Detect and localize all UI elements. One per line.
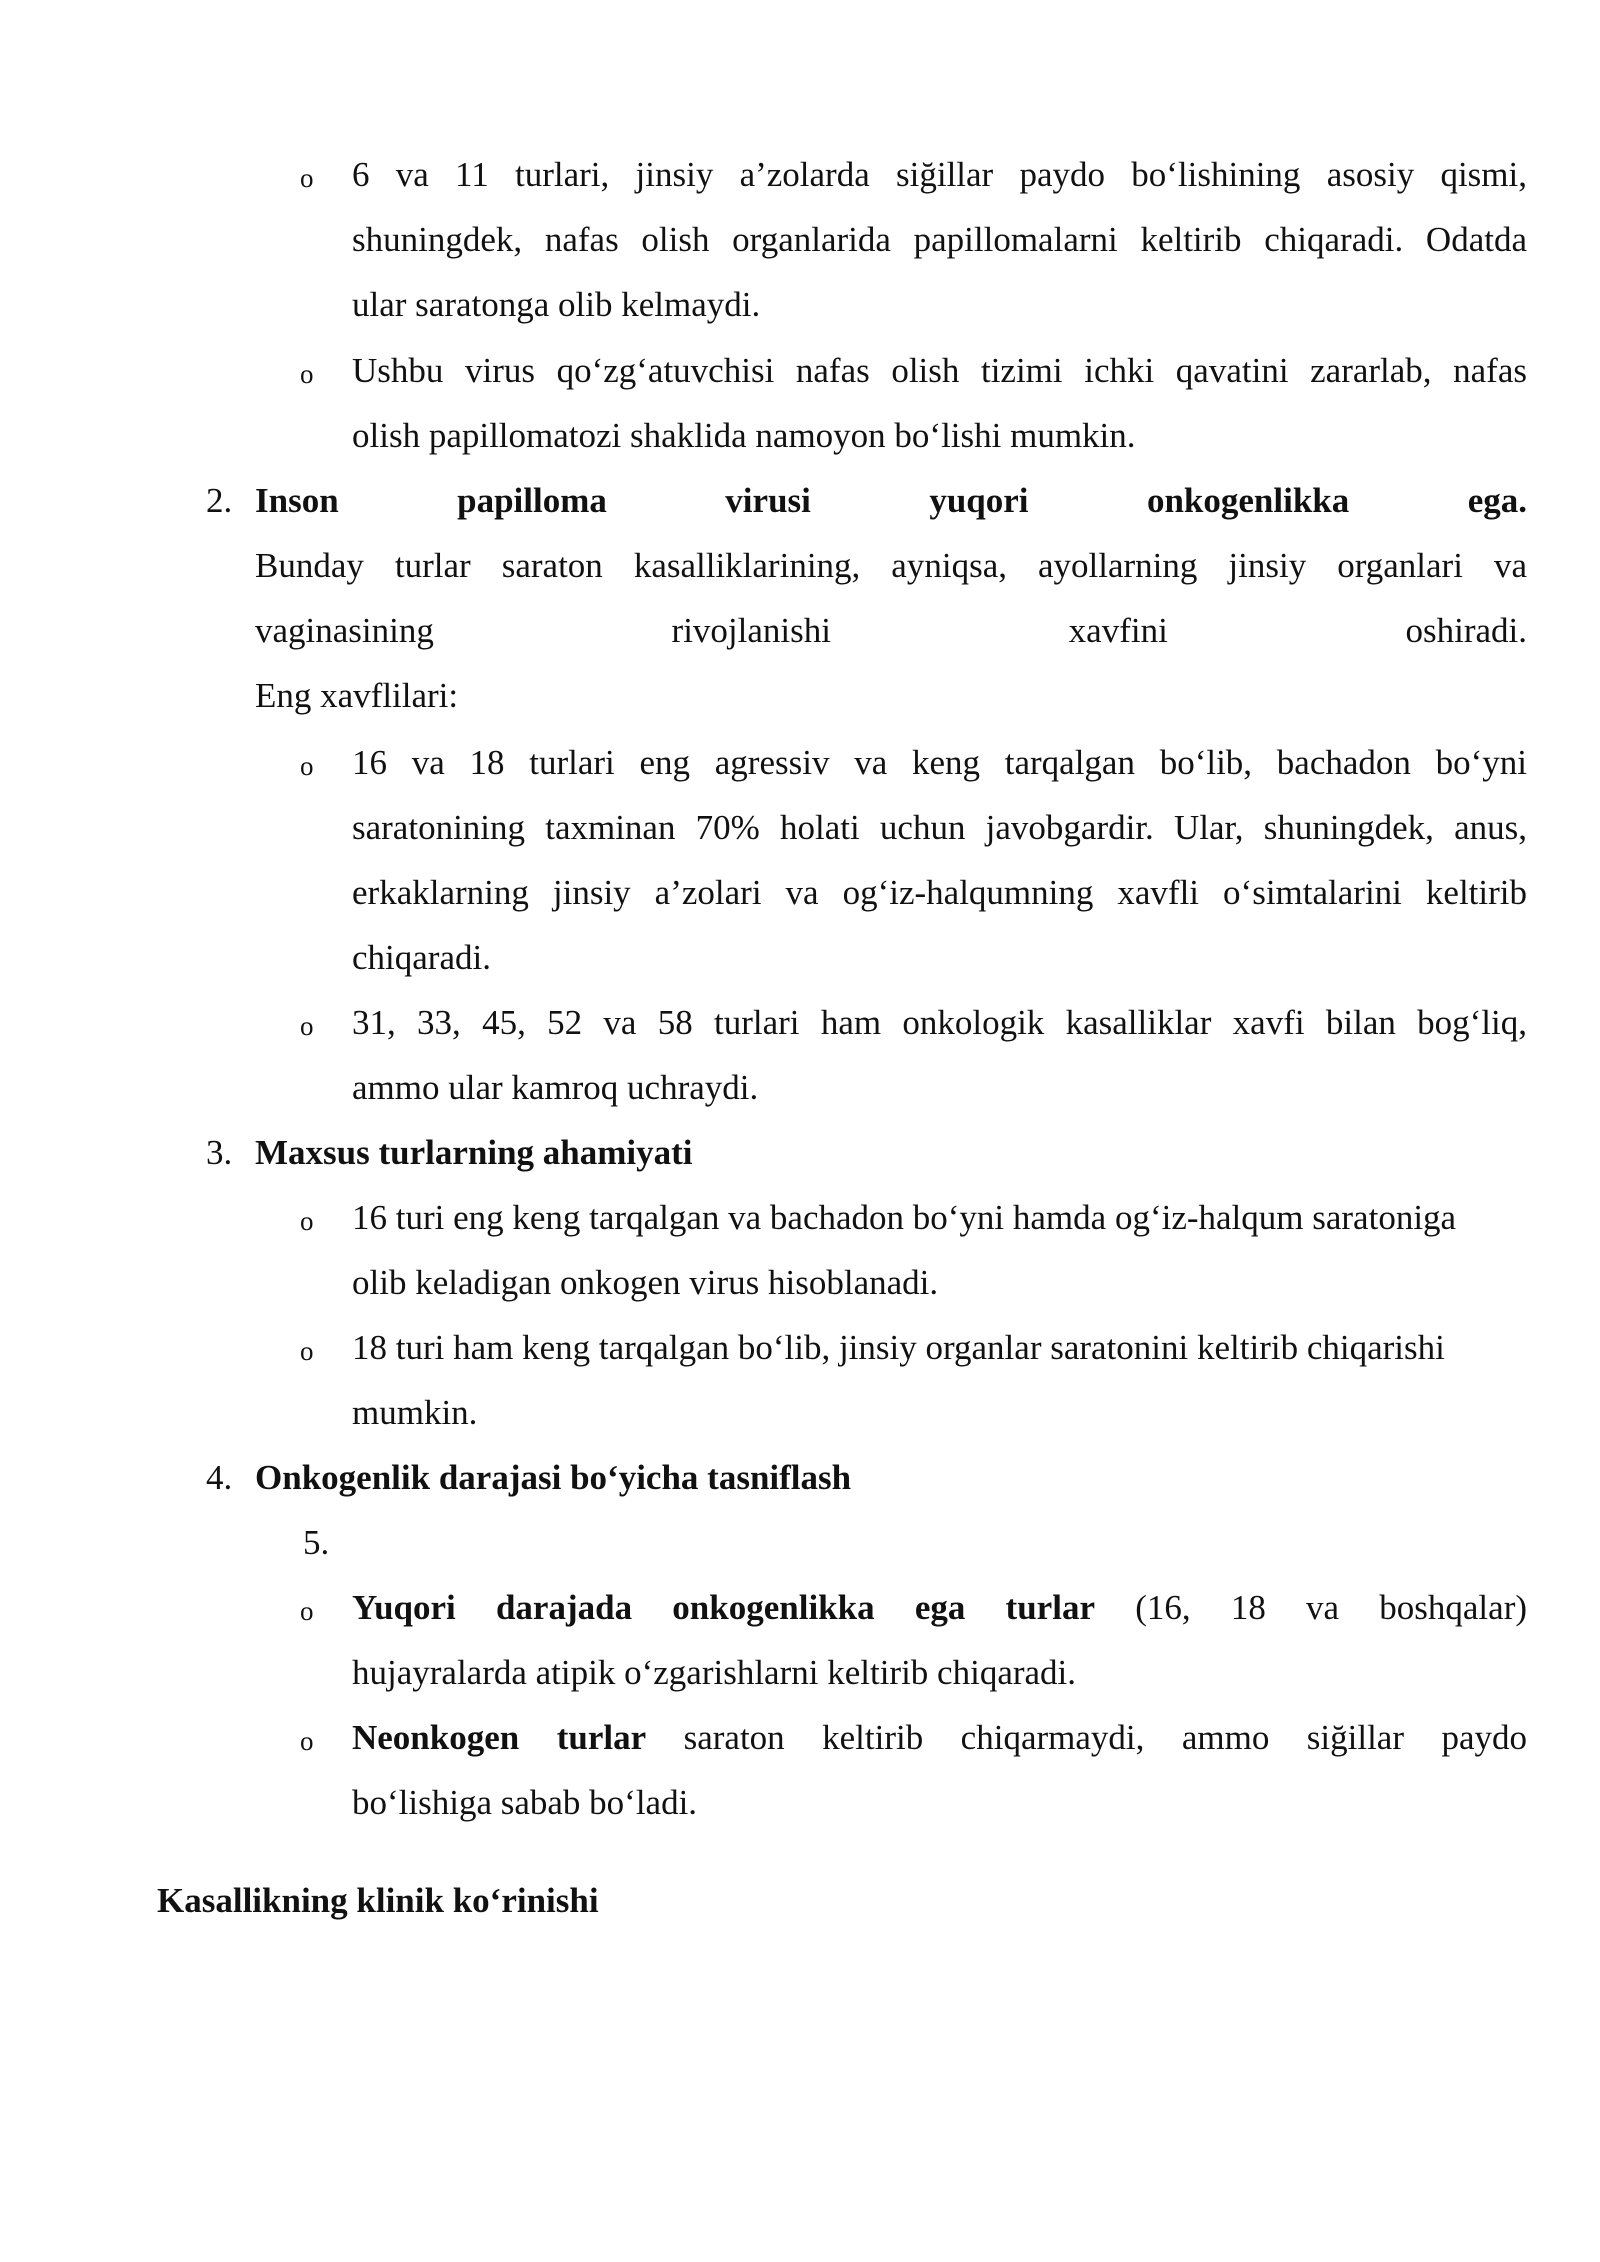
bullet-text-line: 18 turi ham keng tarqalgan bo‘lib, jinsiy organlar saratonini keltirib chiqarishi: [352, 1328, 1445, 1367]
bullet-text-line: olish papillomatozi shaklida namoyon bo‘lishi mumkin.: [352, 416, 1136, 455]
bullet-text-line: saratonining taxminan 70% holati uchun javobgardir. Ular, shuningdek, anus,: [352, 808, 1527, 847]
bullet-marker: o: [300, 359, 314, 389]
bullet-text-line: Neonkogen turlar saraton keltirib chiqarmaydi, ammo siğillar paydo: [352, 1718, 1527, 1757]
bullet-text-line: chiqaradi.: [352, 938, 491, 977]
bullet-text-line: 6 va 11 turlari, jinsiy a’zolarda siğillar paydo bo‘lishining asosiy qismi,: [352, 155, 1527, 194]
bullet-marker: o: [300, 163, 314, 193]
list-number: 3.: [206, 1133, 233, 1172]
bullet-marker: o: [300, 1726, 314, 1756]
list-item-title: Maxsus turlarning ahamiyati: [255, 1133, 693, 1172]
list-item-text-line: Bunday turlar saraton kasalliklarining, ayniqsa, ayollarning jinsiy organlari va: [255, 546, 1527, 585]
list-item-text-line: Eng xavflilari:: [255, 676, 459, 715]
bullet-marker: o: [300, 1596, 314, 1626]
bullet-marker: o: [300, 1011, 314, 1041]
bullet-text-line: bo‘lishiga sabab bo‘ladi.: [352, 1783, 698, 1822]
bullet-text-line: ular saratonga olib kelmaydi.: [352, 285, 761, 324]
bullet-text-line: olib keladigan onkogen virus hisoblanadi.: [352, 1263, 939, 1302]
bullet-marker: o: [300, 751, 314, 781]
list-number: 5.: [303, 1523, 330, 1562]
list-item-title: Inson papilloma virusi yuqori onkogenlikka ega.: [255, 481, 1527, 520]
bullet-marker: o: [300, 1206, 314, 1236]
bullet-text-line: 16 va 18 turlari eng agressiv va keng tarqalgan bo‘lib, bachadon bo‘yni: [352, 743, 1527, 782]
bullet-text-line: ammo ular kamroq uchraydi.: [352, 1068, 759, 1107]
bullet-text-line: hujayralarda atipik o‘zgarishlarni keltirib chiqaradi.: [352, 1653, 1077, 1692]
list-item-title: Onkogenlik darajasi bo‘yicha tasniflash: [255, 1458, 852, 1497]
bullet-text-line: 16 turi eng keng tarqalgan va bachadon bo‘yni hamda og‘iz-halqum saratoniga: [352, 1198, 1457, 1237]
bullet-text-line: erkaklarning jinsiy a’zolari va og‘iz-halqumning xavfli o‘simtalarini keltirib: [352, 873, 1527, 912]
bullet-text-line: Yuqori darajada onkogenlikka ega turlar (16, 18 va boshqalar): [352, 1588, 1528, 1627]
list-number: 4.: [206, 1458, 233, 1497]
bullet-text-line: 31, 33, 45, 52 va 58 turlari ham onkologik kasalliklar xavfi bilan bog‘liq,: [352, 1003, 1527, 1042]
section-heading: Kasallikning klinik ko‘rinishi: [157, 1881, 599, 1920]
bullet-text-line: shuningdek, nafas olish organlarida papillomalarni keltirib chiqaradi. Odatda: [352, 220, 1527, 259]
bullet-marker: o: [300, 1336, 314, 1366]
list-item-text-line: vaginasining rivojlanishi xavfini oshiradi.: [255, 611, 1527, 650]
bullet-text-line: Ushbu virus qo‘zg‘atuvchisi nafas olish tizimi ichki qavatini zararlab, nafas: [352, 351, 1527, 390]
list-number: 2.: [206, 481, 233, 520]
bullet-text-line: mumkin.: [352, 1393, 478, 1432]
